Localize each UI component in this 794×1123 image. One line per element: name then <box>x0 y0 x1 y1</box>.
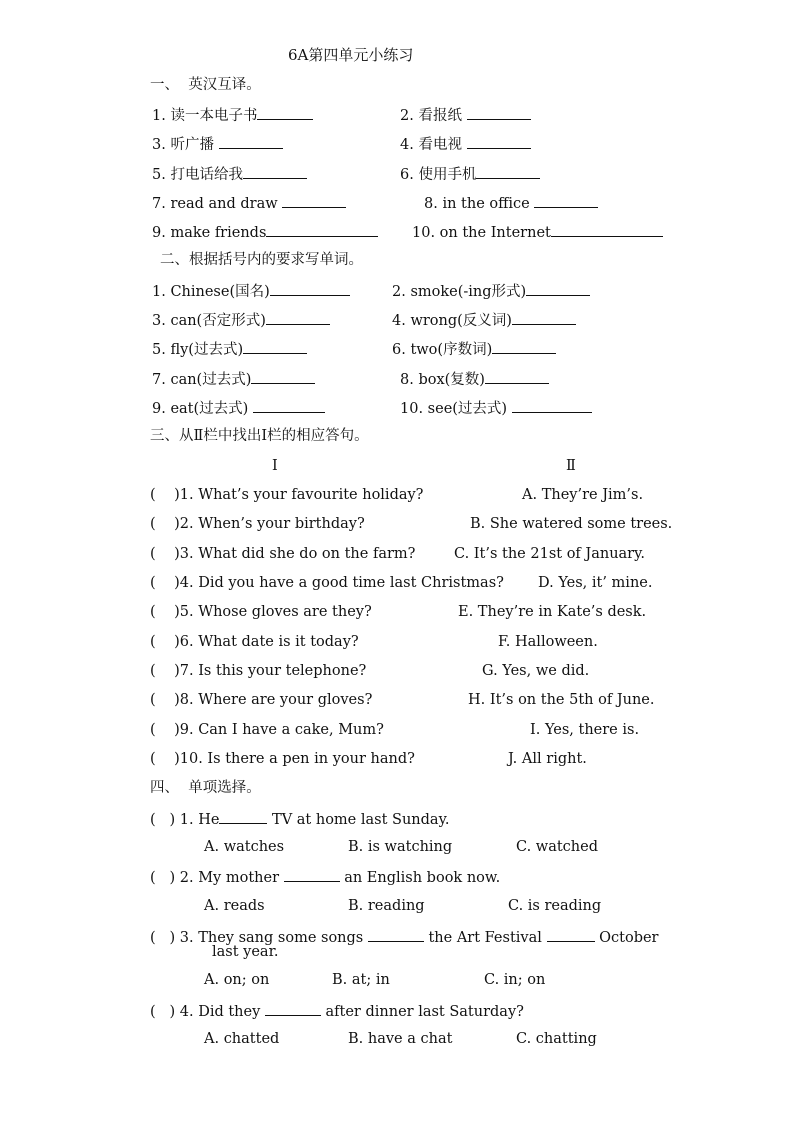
match-answer: I. Yes, there is. <box>530 722 640 738</box>
match-question: ( )5. Whose gloves are they? <box>150 604 372 620</box>
answer-blank[interactable] <box>253 398 325 413</box>
answer-blank[interactable] <box>485 369 549 384</box>
answer-blank[interactable] <box>257 105 313 120</box>
answer-blank[interactable] <box>526 281 590 296</box>
answer-blank[interactable] <box>512 398 592 413</box>
match-answer: B. She watered some trees. <box>470 516 673 532</box>
section-2-heading: 二、根据括号内的要求写单词。 <box>160 252 363 268</box>
answer-blank[interactable] <box>270 281 350 296</box>
mc-question-2: ( ) 2. My mother an English book now. <box>150 867 500 887</box>
mc-option[interactable]: C. is reading <box>508 898 602 914</box>
s2-item-1: 1. Chinese(国名) <box>152 281 350 301</box>
match-answer: D. Yes, it’ mine. <box>538 575 653 591</box>
match-answer: H. It’s on the 5th of June. <box>468 692 655 708</box>
s1-item-4: 4. 看电视 <box>400 134 531 154</box>
s2-item-8: 8. box(复数) <box>400 369 549 389</box>
match-question: ( )7. Is this your telephone? <box>150 663 367 679</box>
s1-item-1: 1. 读一本电子书 <box>152 105 313 125</box>
s2-item-6: 6. two(序数词) <box>392 339 556 359</box>
match-question: ( )3. What did she do on the farm? <box>150 546 416 562</box>
s2-item-5: 5. fly(过去式) <box>152 339 307 359</box>
s2-item-7: 7. can(过去式) <box>152 369 315 389</box>
mc-option[interactable]: A. reads <box>204 898 265 914</box>
answer-blank[interactable] <box>243 164 307 179</box>
answer-blank[interactable] <box>251 369 315 384</box>
answer-blank[interactable] <box>266 310 330 325</box>
section-4-heading: 四、 单项选择。 <box>150 780 261 796</box>
s1-item-7: 7. read and draw <box>152 193 346 213</box>
mc-question-4: ( ) 4. Did they after dinner last Saturday? <box>150 1001 524 1021</box>
answer-blank[interactable] <box>368 927 424 942</box>
answer-blank[interactable] <box>467 105 531 120</box>
page-title: 6A第四单元小练习 <box>288 46 414 64</box>
match-answer: F. Halloween. <box>498 634 598 650</box>
answer-blank[interactable] <box>219 809 267 824</box>
answer-blank[interactable] <box>265 1001 321 1016</box>
answer-blank[interactable] <box>467 134 531 149</box>
answer-blank[interactable] <box>282 193 346 208</box>
mc-option[interactable]: B. at; in <box>332 972 390 988</box>
s1-item-9: 9. make friends <box>152 222 378 242</box>
match-answer: A. They’re Jim’s. <box>522 487 644 503</box>
s1-item-8: 8. in the office <box>424 193 598 213</box>
s2-item-2: 2. smoke(-ing形式) <box>392 281 590 301</box>
match-question: ( )6. What date is it today? <box>150 634 359 650</box>
s1-item-2: 2. 看报纸 <box>400 105 531 125</box>
answer-blank[interactable] <box>266 222 378 237</box>
s1-item-10: 10. on the Internet <box>412 222 663 242</box>
section-3-heading: 三、从Ⅱ栏中找出Ⅰ栏的相应答句。 <box>150 428 369 444</box>
mc-option[interactable]: B. reading <box>348 898 425 914</box>
s1-item-5: 5. 打电话给我 <box>152 164 307 184</box>
s2-item-10: 10. see(过去式) <box>400 398 592 418</box>
s1-item-6: 6. 使用手机 <box>400 164 540 184</box>
column-2-label: Ⅱ <box>566 458 576 474</box>
mc-option[interactable]: B. have a chat <box>348 1031 453 1047</box>
s2-item-9: 9. eat(过去式) <box>152 398 325 418</box>
s2-item-3: 3. can(否定形式) <box>152 310 330 330</box>
answer-blank[interactable] <box>547 927 595 942</box>
match-answer: E. They’re in Kate’s desk. <box>458 604 647 620</box>
answer-blank[interactable] <box>284 867 340 882</box>
answer-blank[interactable] <box>243 339 307 354</box>
mc-option[interactable]: A. watches <box>204 839 285 855</box>
answer-blank[interactable] <box>476 164 540 179</box>
match-question: ( )9. Can I have a cake, Mum? <box>150 722 384 738</box>
match-answer: C. It’s the 21st of January. <box>454 546 645 562</box>
s1-item-3: 3. 听广播 <box>152 134 283 154</box>
match-answer: G. Yes, we did. <box>482 663 590 679</box>
match-question: ( )1. What’s your favourite holiday? <box>150 487 424 503</box>
answer-blank[interactable] <box>512 310 576 325</box>
column-1-label: Ⅰ <box>272 458 278 474</box>
mc-option[interactable]: A. on; on <box>204 972 270 988</box>
mc-option[interactable]: A. chatted <box>204 1031 280 1047</box>
mc-option[interactable]: C. in; on <box>484 972 546 988</box>
mc-question-1: ( ) 1. He TV at home last Sunday. <box>150 809 449 829</box>
match-question: ( )2. When’s your birthday? <box>150 516 365 532</box>
mc-option[interactable]: C. watched <box>516 839 599 855</box>
answer-blank[interactable] <box>534 193 598 208</box>
mc-question-3-continued: last year. <box>212 944 279 960</box>
match-question: ( )10. Is there a pen in your hand? <box>150 751 415 767</box>
s2-item-4: 4. wrong(反义词) <box>392 310 576 330</box>
answer-blank[interactable] <box>219 134 283 149</box>
mc-option[interactable]: B. is watching <box>348 839 453 855</box>
match-question: ( )4. Did you have a good time last Christmas? <box>150 575 504 591</box>
mc-question-3: ( ) 3. They sang some songs the Art Festival October <box>150 927 658 947</box>
mc-option[interactable]: C. chatting <box>516 1031 597 1047</box>
answer-blank[interactable] <box>492 339 556 354</box>
section-1-heading: 一、 英汉互译。 <box>150 77 261 93</box>
match-question: ( )8. Where are your gloves? <box>150 692 373 708</box>
answer-blank[interactable] <box>551 222 663 237</box>
match-answer: J. All right. <box>508 751 587 767</box>
